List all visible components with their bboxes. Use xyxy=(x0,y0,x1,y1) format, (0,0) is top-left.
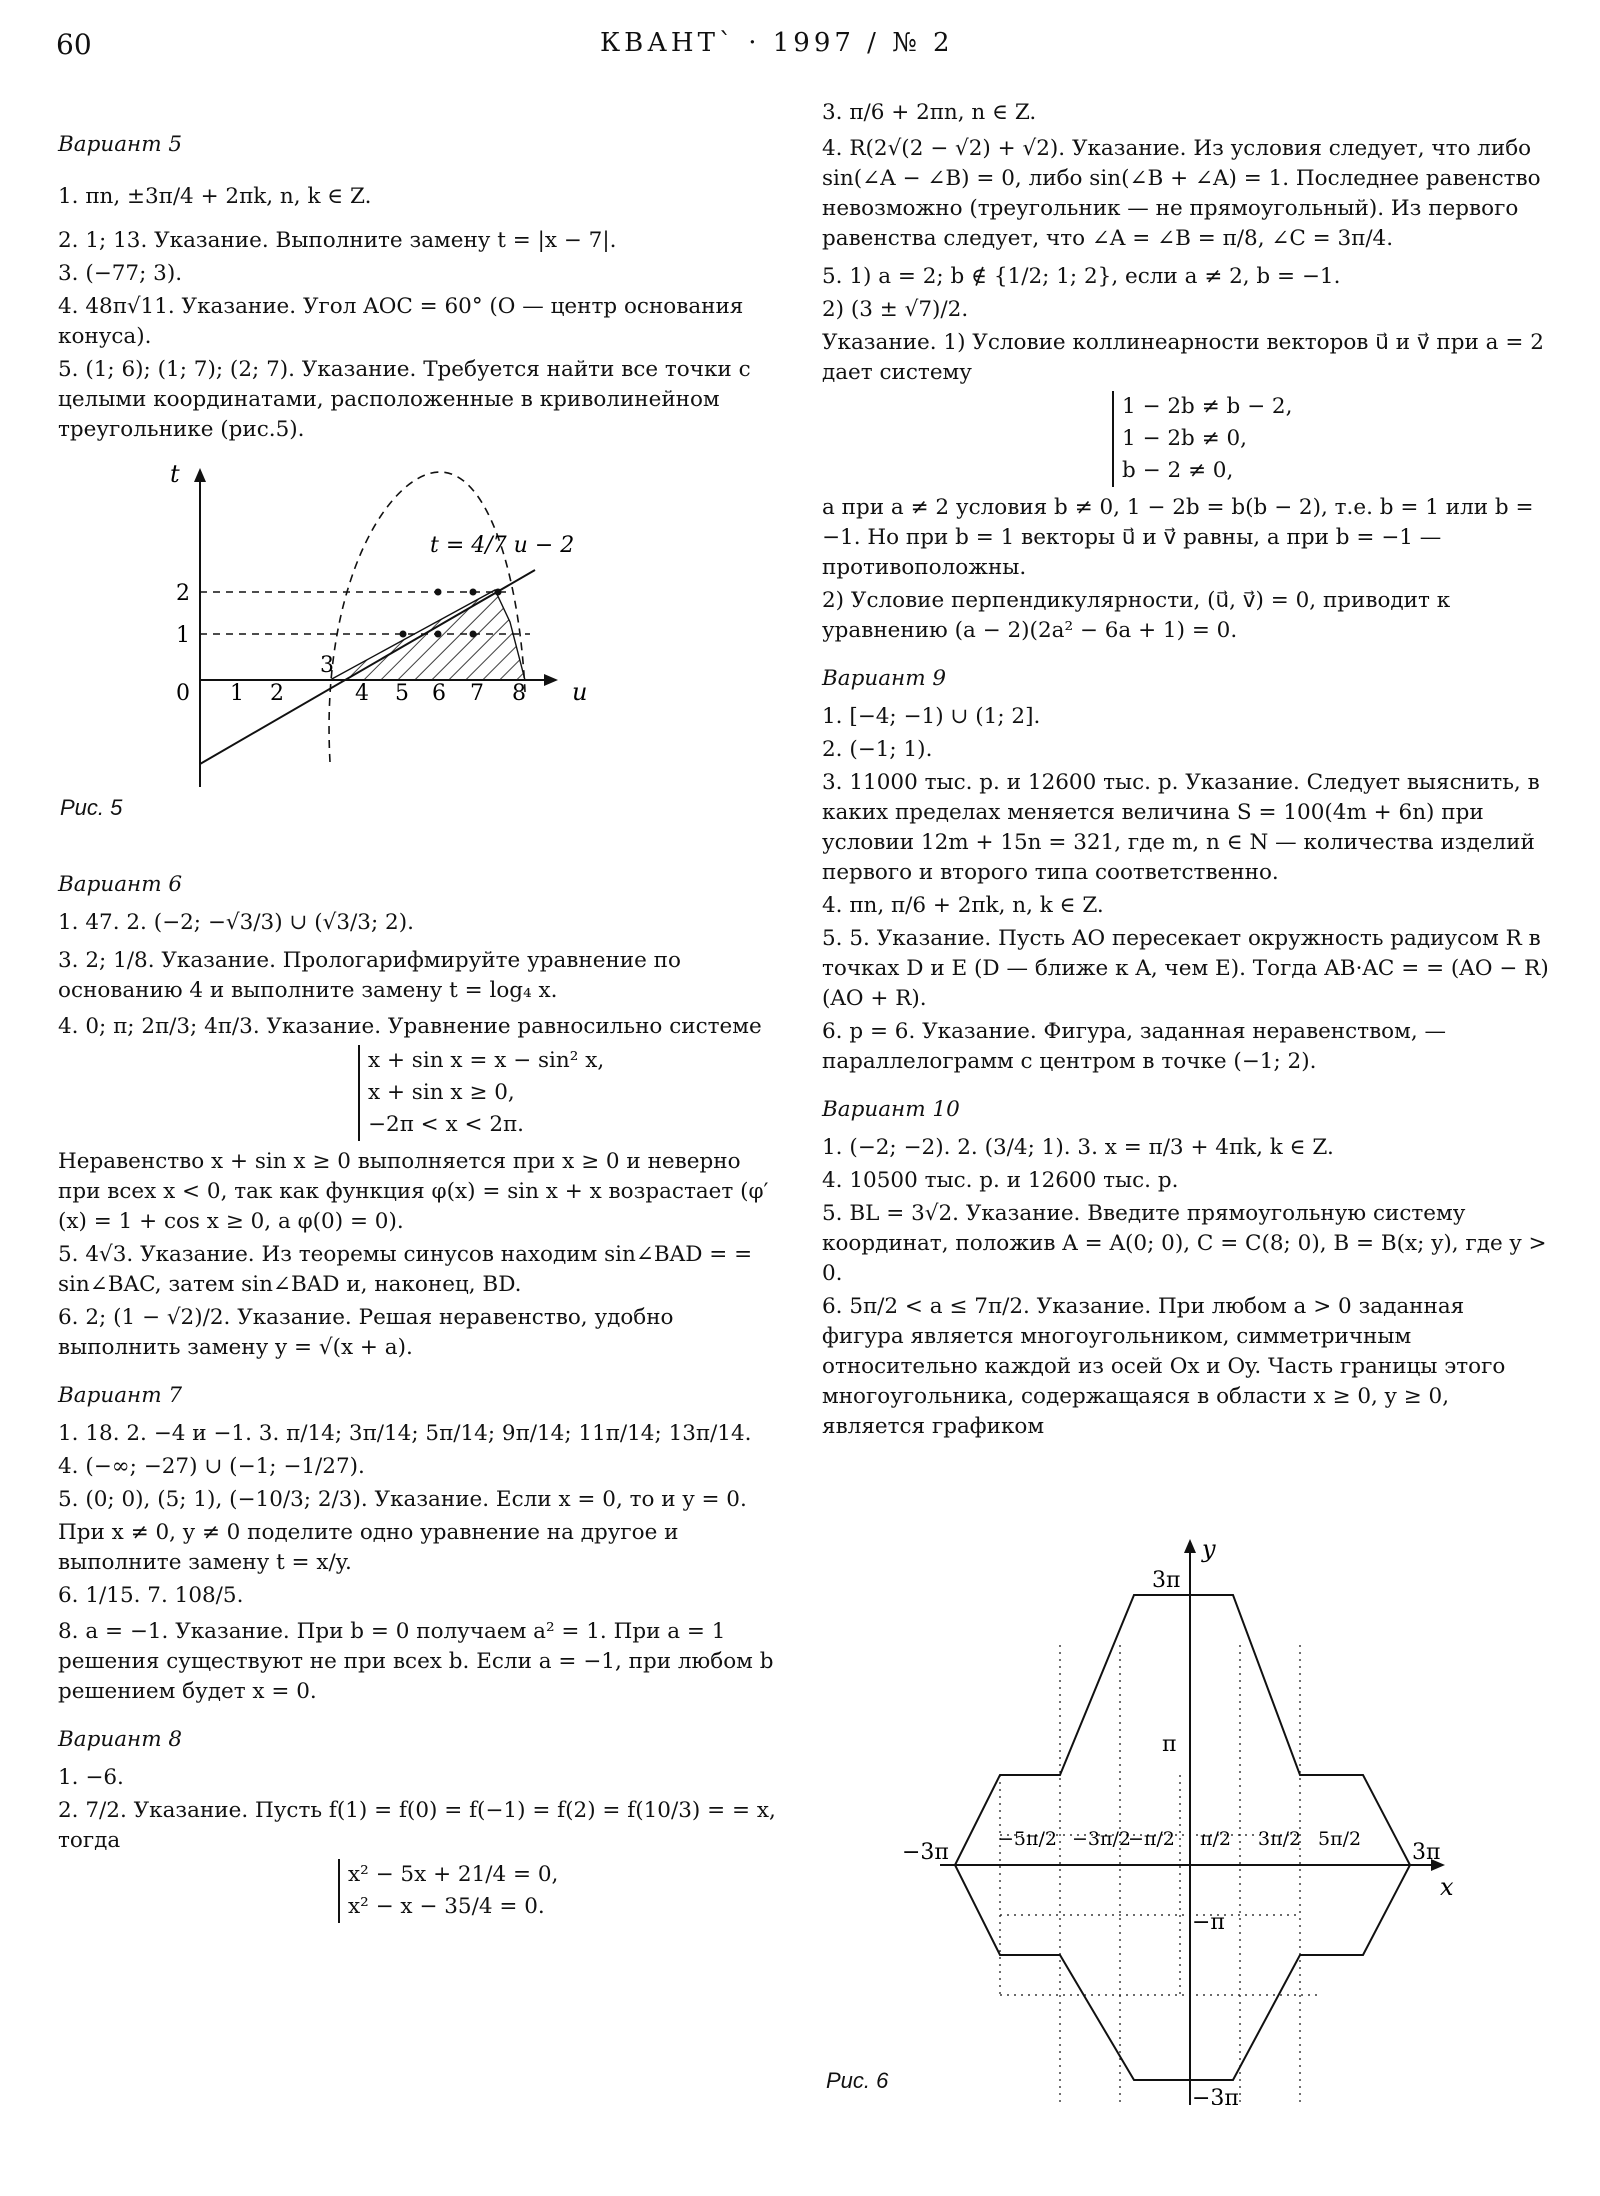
v5-answer-1: 1. πn, ±3π/4 + 2πk, n, k ∈ Z. xyxy=(58,184,372,209)
point-7-1 xyxy=(435,631,442,638)
left-column-bottom xyxy=(58,852,778,1923)
point-6-1 xyxy=(400,631,407,638)
x-tick-1: 1 xyxy=(230,681,244,706)
x-axis-label: x xyxy=(1440,1873,1454,1901)
v8-system xyxy=(338,1859,778,1923)
v8-answer-5-hint: Указание. 1) Условие коллинеарности векторов u⃗ и v⃗ при a = 2 дает систему xyxy=(822,330,1544,385)
v7-answer-6-7: 6. 1/15. 7. 108/5. xyxy=(58,1583,244,1608)
x-tick-3: 3 xyxy=(320,653,334,678)
y-tick-2: 2 xyxy=(176,581,190,606)
v8-answer-4: 4. R(2√(2 − √2) + √2). Указание. Из условия следует, что либо sin(∠A − ∠B) = 0, либо sin(∠B + ∠A) = 1. Последнее равенство невозможно (треугольник — не прямоугольный). Из первого равенства следует, что ∠A = ∠B = π/8, ∠C = 3π/4. xyxy=(822,136,1541,251)
v7-answer-8: 8. a = −1. Указание. При b = 0 получаем a² = 1. При a = 1 решения существуют не при всех b. Если a = −1, при любом b решением будет x = 0. xyxy=(58,1619,774,1704)
label-3pi-right: 3π xyxy=(1412,1840,1441,1865)
v6-sys-line-2: x + sin x ≥ 0, xyxy=(368,1080,515,1105)
left-column-top xyxy=(58,112,778,448)
x-tick-6: 6 xyxy=(432,681,446,706)
variant-7-title: Вариант 7 xyxy=(58,1383,183,1408)
v8-sys-line-2: x² − x − 35/4 = 0. xyxy=(348,1894,545,1919)
v5-answer-5: 5. (1; 6); (1; 7); (2; 7). Указание. Требуется найти все точки с целыми координатами, расположенные в криволинейном треугольнике (рис.5). xyxy=(58,357,751,442)
v8-vsys-line-2: 1 − 2b ≠ 0, xyxy=(1122,426,1248,451)
figure-5 xyxy=(140,462,590,802)
v10-answer-4: 4. 10500 тыс. р. и 12600 тыс. р. xyxy=(822,1168,1179,1193)
v10-answer-5: 5. BL = 3√2. Указание. Введите прямоугольную систему координат, положив A = A(0; 0), C = C(8; 0), B = B(x; y), где y > 0. xyxy=(822,1201,1547,1286)
v9-answer-5: 5. 5. Указание. Пусть AO пересекает окружность радиусом R в точках D и E (D — ближе к A, чем E). Тогда AB·AC = = (AO − R)(AO + R). xyxy=(822,926,1549,1011)
point-7-2 xyxy=(435,589,442,596)
x-tick-4: 4 xyxy=(355,681,369,706)
fig6-caption: Рис. 6 xyxy=(826,2068,889,2093)
v6-answer-3: 3. 2; 1/8. Указание. Прологарифмируйте уравнение по основанию 4 и выполните замену t = log₄ x. xyxy=(58,948,681,1003)
variant-9-title: Вариант 9 xyxy=(822,666,947,691)
v8-answer-5-hint-2: 2) Условие перпендикулярности, (u⃗, v⃗) = 0, приводит к уравнению (a − 2)(2a² − 6a + 1) = 0. xyxy=(822,588,1451,643)
v8-answer-5: 5. 1) a = 2; b ∉ {1/2; 1; 2}, если a ≠ 2, b = −1. xyxy=(822,264,1341,289)
v8-vsys-line-3: b − 2 ≠ 0, xyxy=(1122,458,1234,483)
v8-answer-1: 1. −6. xyxy=(58,1765,124,1790)
v6-answer-4: 4. 0; π; 2π/3; 4π/3. Указание. Уравнение равносильно системе xyxy=(58,1014,762,1039)
v6-answer-5: 5. 4√3. Указание. Из теоремы синусов находим sin∠BAD = = sin∠BAC, затем sin∠BAD и, наконец, BD. xyxy=(58,1242,753,1297)
v9-answer-1: 1. [−4; −1) ∪ (1; 2]. xyxy=(822,704,1041,729)
v9-answer-4: 4. πn, π/6 + 2πk, n, k ∈ Z. xyxy=(822,893,1104,918)
v9-answer-2: 2. (−1; 1). xyxy=(822,737,933,762)
v8-sys-line-1: x² − 5x + 21/4 = 0, xyxy=(348,1862,559,1887)
x-tick-7: 7 xyxy=(470,681,484,706)
v8-answer-2: 2. 7/2. Указание. Пусть f(1) = f(0) = f(−1) = f(2) = f(10/3) = = x, тогда xyxy=(58,1798,776,1853)
v8-answer-3: 3. π/6 + 2πn, n ∈ Z. xyxy=(822,100,1037,125)
v10-answer-1-3: 1. (−2; −2). 2. (3/4; 1). 3. x = π/3 + 4πk, k ∈ Z. xyxy=(822,1135,1334,1160)
t-axis-label: t xyxy=(170,462,180,488)
v7-answer-4: 4. (−∞; −27) ∪ (−1; −1/27). xyxy=(58,1454,365,1479)
point-9-2 xyxy=(495,589,502,596)
u-axis-label: u xyxy=(572,678,588,706)
t-axis-arrow xyxy=(194,468,206,482)
label-minus-pi-2: −π/2 xyxy=(1128,1828,1175,1850)
y-tick-1: 1 xyxy=(176,623,190,648)
y-axis-arrow xyxy=(1184,1539,1196,1553)
v9-answer-3: 3. 11000 тыс. р. и 12600 тыс. р. Указание. Следует выяснить, в каких пределах меняется величина S = 100(4m + 6n) при условии 12m + 15n = 321, где m, n ∈ N — количества изделий первого и второго типа соответственно. xyxy=(822,770,1540,885)
label-minus-pi: −π xyxy=(1192,1910,1225,1935)
label-minus-3pi-2: −3π/2 xyxy=(1072,1828,1131,1850)
v7-answer-5-cont: При x ≠ 0, y ≠ 0 поделите одно уравнение на другое и выполните замену t = x/y. xyxy=(58,1520,679,1575)
x-tick-0: 0 xyxy=(176,681,190,706)
fig5-caption: Рис. 5 xyxy=(60,795,123,820)
journal-header: КВАНТ` · 1997 / № 2 xyxy=(600,28,954,58)
v5-answer-3: 3. (−77; 3). xyxy=(58,261,183,286)
label-minus-3pi-left: −3π xyxy=(902,1840,949,1865)
v6-sys-line-1: x + sin x = x − sin² x, xyxy=(368,1048,605,1073)
v7-answer-5: 5. (0; 0), (5; 1), (−10/3; 2/3). Указание. Если x = 0, то и y = 0. xyxy=(58,1487,747,1512)
point-8-1 xyxy=(470,631,477,638)
v8-answer-5-hint-cont: а при a ≠ 2 условия b ≠ 0, 1 − 2b = b(b − 2), т.е. b = 1 или b = −1. Но при b = 1 векторы u⃗ и v⃗ равны, а при b = −1 — противоположны. xyxy=(822,495,1534,580)
variant-6-title: Вариант 6 xyxy=(58,872,183,897)
label-pi: π xyxy=(1162,1732,1177,1757)
variant-5-title: Вариант 5 xyxy=(58,132,183,157)
x-tick-5: 5 xyxy=(395,681,409,706)
v7-answer-1-3: 1. 18. 2. −4 и −1. 3. π/14; 3π/14; 5π/14; 9π/14; 11π/14; 13π/14. xyxy=(58,1421,752,1446)
v8-vector-system xyxy=(1112,391,1552,487)
dotted-grid xyxy=(1000,1645,1320,2105)
v6-answer-4-cont: Неравенство x + sin x ≥ 0 выполняется при x ≥ 0 и неверно при всех x < 0, так как функция φ(x) = sin x + x возрастает (φ′(x) = 1 + cos x ≥ 0, а φ(0) = 0). xyxy=(58,1149,769,1234)
label-3pi-top: 3π xyxy=(1152,1568,1181,1593)
label-minus-3pi-bottom: −3π xyxy=(1192,2086,1239,2105)
v8-answer-5-part2: 2) (3 ± √7)/2. xyxy=(822,297,969,322)
variant-10-title: Вариант 10 xyxy=(822,1097,960,1122)
v6-answer-6: 6. 2; (1 − √2)/2. Указание. Решая неравенство, удобно выполнить замену y = √(x + a). xyxy=(58,1305,674,1360)
label-minus-5pi-2: −5π/2 xyxy=(998,1828,1057,1850)
x-tick-8: 8 xyxy=(512,681,526,706)
label-5pi-2: 5π/2 xyxy=(1318,1828,1362,1850)
y-axis-label: y xyxy=(1202,1535,1216,1563)
right-column xyxy=(822,98,1552,1445)
v10-answer-6: 6. 5π/2 < a ≤ 7π/2. Указание. При любом a > 0 заданная фигура является многоугольником, симметричным относительно каждой из осей Ox и Oy. Часть границы этого многоугольника, содержащаяся в области x ≥ 0, y ≥ 0, является графиком xyxy=(822,1294,1506,1439)
point-8-2 xyxy=(470,589,477,596)
v9-answer-6: 6. p = 6. Указание. Фигура, заданная неравенством, — параллелограмм с центром в точке (−1; 2). xyxy=(822,1019,1447,1074)
variant-8-title: Вариант 8 xyxy=(58,1727,183,1752)
v5-answer-2: 2. 1; 13. Указание. Выполните замену t = |x − 7|. xyxy=(58,228,617,253)
v6-sys-line-3: −2π < x < 2π. xyxy=(368,1112,524,1137)
v6-answer-1-2: 1. 47. 2. (−2; −√3/3) ∪ (√3/3; 2). xyxy=(58,910,414,935)
v6-system xyxy=(358,1045,778,1141)
x-tick-2: 2 xyxy=(270,681,284,706)
figure-6 xyxy=(900,1535,1460,2105)
page-number: 60 xyxy=(56,28,92,61)
label-pi-2: π/2 xyxy=(1200,1828,1231,1850)
line-equation-label: t = 4/7 u − 2 xyxy=(430,533,575,558)
hatched-region xyxy=(330,590,525,680)
label-3pi-2: 3π/2 xyxy=(1258,1828,1302,1850)
u-axis-arrow xyxy=(544,674,558,686)
v5-answer-4: 4. 48π√11. Указание. Угол AOC = 60° (O — центр основания конуса). xyxy=(58,294,744,349)
v8-vsys-line-1: 1 − 2b ≠ b − 2, xyxy=(1122,394,1293,419)
